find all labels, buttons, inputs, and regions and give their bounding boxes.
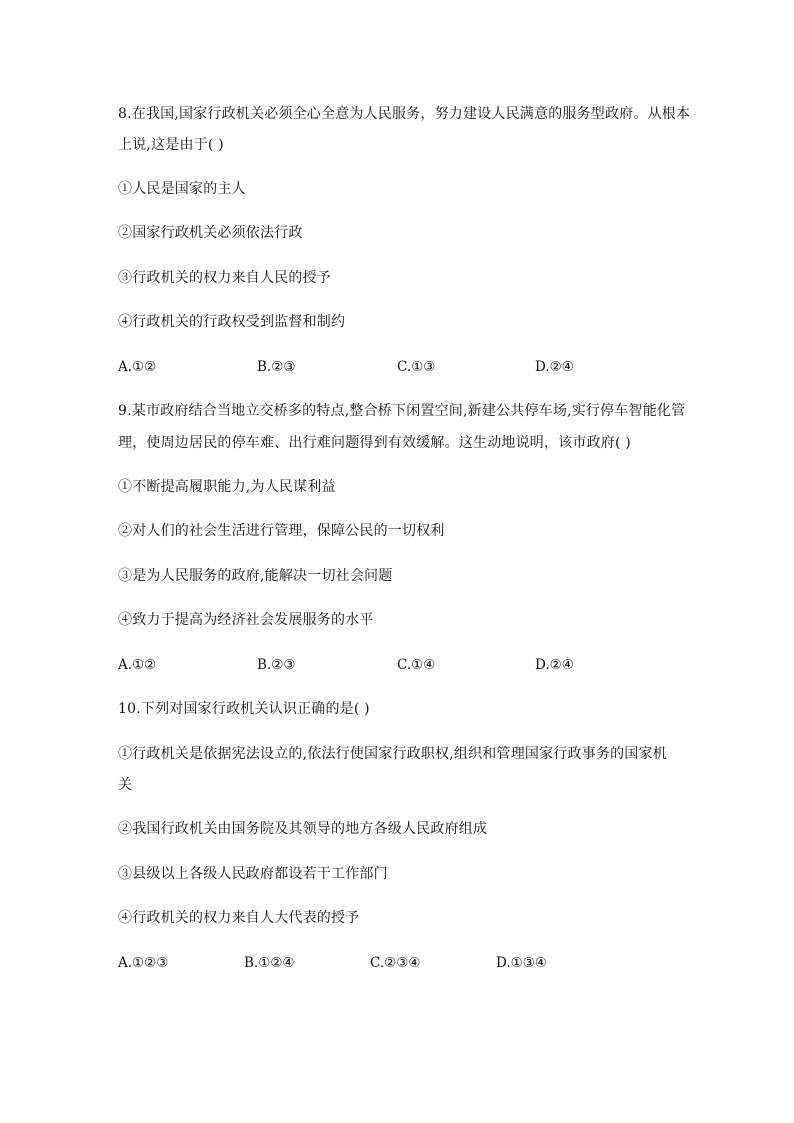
q9-statement-4: ④致力于提高为经济社会发展服务的水平 xyxy=(118,612,374,628)
q9-option-d: D.②④ xyxy=(535,657,574,673)
q8-statement-4: ④行政机关的行政权受到监督和制约 xyxy=(118,314,346,330)
q9-options xyxy=(118,656,718,674)
q10-option-d: D.①③④ xyxy=(496,955,547,971)
q9-statement-2: ②对人们的社会生活进行管理，保障公民的一切权利 xyxy=(118,523,445,539)
q10-statement-3: ③县级以上各级人民政府都设若干工作部门 xyxy=(118,866,388,882)
q8-stem-line-1: 8.在我国,国家行政机关必须全心全意为人民服务，努力建设人民满意的服务型政府。从根本 xyxy=(118,106,691,122)
q8-option-b: B.②③ xyxy=(257,359,296,375)
q10-option-b: B.①②④ xyxy=(244,955,295,971)
q9-option-a: A.①② xyxy=(118,657,157,673)
q8-option-d: D.②④ xyxy=(535,359,574,375)
q10-statement-1: ①行政机关是依据宪法设立的,依法行使国家行政职权,组织和管理国家行政事务的国家机 xyxy=(118,746,667,762)
q8-statement-2: ②国家行政机关必须依法行政 xyxy=(118,225,303,241)
q9-stem-line-2: 理，使周边居民的停车难、出行难问题得到有效缓解。这生动地说明，该市政府( ) xyxy=(118,435,631,451)
q8-options xyxy=(118,358,718,376)
q10-statement-4: ④行政机关的权力来自人大代表的授予 xyxy=(118,910,360,926)
q10-statement-1-continued: 关 xyxy=(118,777,133,793)
q10-options xyxy=(118,954,718,972)
q10-option-c: C.②③④ xyxy=(370,955,421,971)
q9-statement-1: ①不断提高履职能力,为人民谋利益 xyxy=(118,479,336,495)
q8-statement-1: ①人民是国家的主人 xyxy=(118,181,246,197)
q8-option-a: A.①② xyxy=(118,359,157,375)
q10-statement-2: ②我国行政机关由国务院及其领导的地方各级人民政府组成 xyxy=(118,821,488,837)
q9-stem-line-1: 9.某市政府结合当地立交桥多的特点,整合桥下闲置空间,新建公共停车场,实行停车智能化管 xyxy=(118,403,686,419)
q8-statement-3: ③行政机关的权力来自人民的授予 xyxy=(118,270,331,286)
q8-option-c: C.①③ xyxy=(397,359,436,375)
q10-option-a: A.①②③ xyxy=(118,955,169,971)
q9-option-b: B.②③ xyxy=(257,657,296,673)
q9-option-c: C.①④ xyxy=(397,657,436,673)
q8-stem-line-2: 上说,这是由于( ) xyxy=(118,137,224,153)
q9-statement-3: ③是为人民服务的政府,能解决一切社会问题 xyxy=(118,568,393,584)
q10-stem: 10.下列对国家行政机关认识正确的是( ) xyxy=(118,701,370,717)
